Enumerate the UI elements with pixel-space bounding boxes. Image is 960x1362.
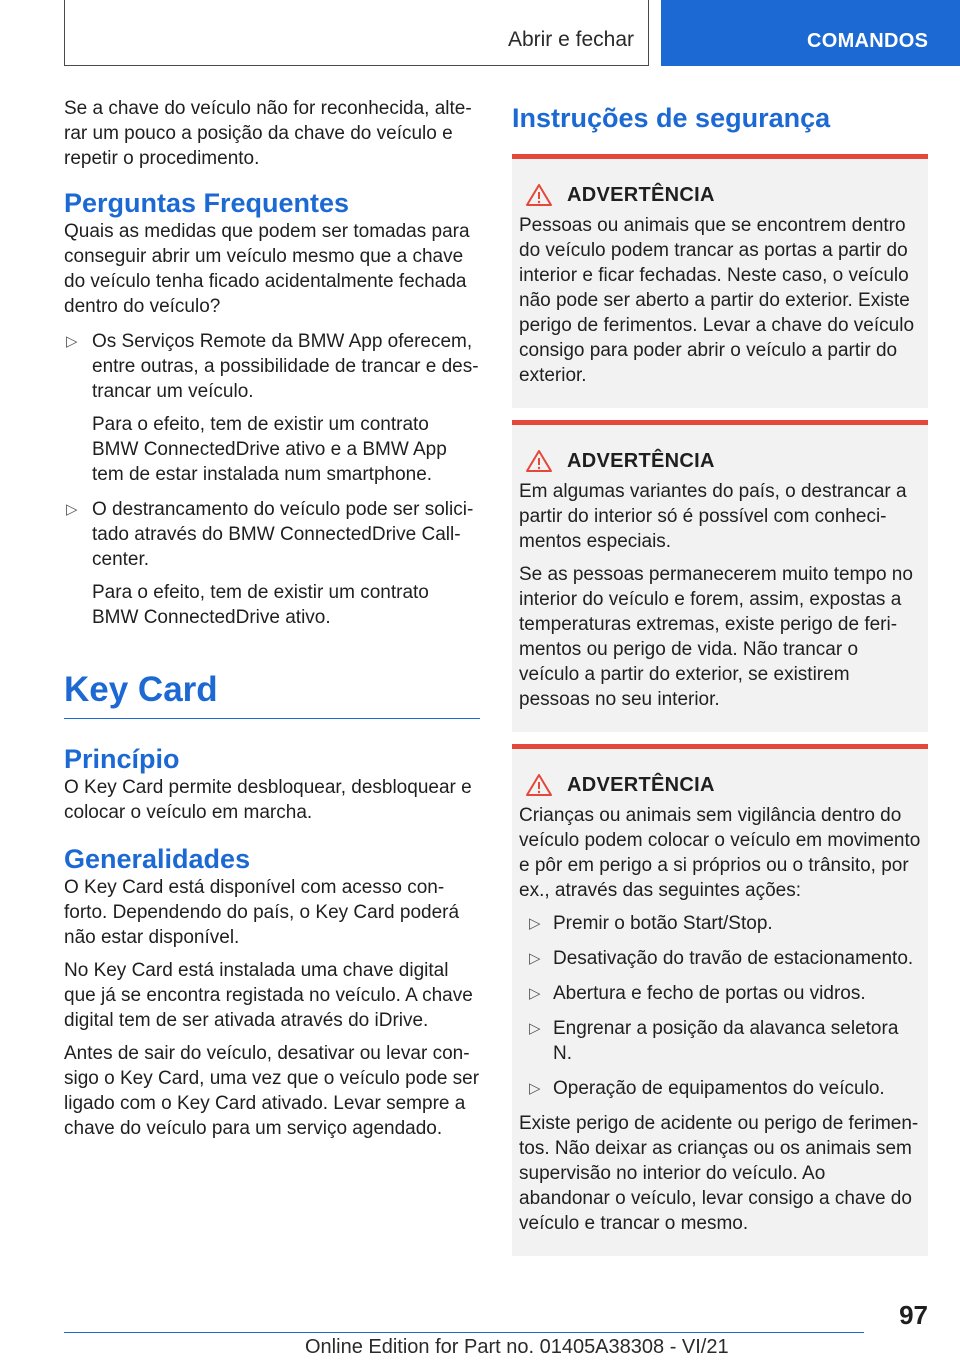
triangle-bullet-icon: ▷	[66, 333, 78, 350]
list-item	[519, 1016, 921, 1066]
list-item-text: Operação de equipamentos do veículo.	[553, 1078, 885, 1099]
header-chapter-title: COMANDOS	[807, 30, 929, 52]
warning-label: ADVERTÊNCIA	[567, 183, 715, 206]
faq-answer-text: Os Serviços Remote da BMW App oferecem, entre outras, a possibilidade de trancar e destrancar um veículo.	[92, 331, 479, 402]
triangle-bullet-icon: ▷	[529, 1080, 541, 1097]
warning-box	[512, 420, 928, 732]
page-number: 97	[899, 1300, 928, 1330]
chapter-heading-wrap	[64, 668, 480, 719]
general-heading: Generalidades	[64, 844, 251, 874]
general-paragraph: O Key Card está disponível com acesso conforto. Dependendo do país, o Key Card poderá não estar disponível.	[64, 877, 460, 948]
warning-text: Se as pessoas permanecerem muito tempo no interior do veículo e forem, assim, expostas a temperaturas extremas, existe perigo de ferimentos ou perigo de vida. Não trancar o veículo a partir do exterior, se existirem pessoas no seu interior.	[519, 564, 913, 710]
footer-divider	[64, 1332, 864, 1333]
list-item	[519, 911, 921, 936]
warning-title	[525, 183, 921, 207]
left-column	[64, 96, 480, 1141]
faq-answer-note: Para o efeito, tem de existir um contrato BMW ConnectedDrive ativo e a BMW App tem de estar instalada num smartphone.	[92, 414, 447, 485]
warning-text: Pessoas ou animais que se encontrem dentro do veículo podem trancar as portas a partir do interior e ficar fechadas. Neste caso, o veículo não pode ser aberto a partir do exterior. Existe perigo de ferimentos. Levar a chave do veículo consigo para poder abrir o veículo a partir do exterior.	[519, 215, 915, 386]
intro-paragraph: Se a chave do veículo não for reconhecida, alterar um pouco a posição da chave do veículo e repetir o procedimento.	[64, 98, 472, 169]
list-item-text: Engrenar a posição da alavanca seletora N.	[553, 1018, 899, 1064]
warning-box	[512, 744, 928, 1256]
chapter-heading: Key Card	[64, 670, 218, 709]
list-item-text: Desativação do travão de estacionamento.	[553, 948, 914, 969]
header-section-title: Abrir e fechar	[507, 28, 634, 51]
header-section-box	[64, 0, 649, 66]
list-item	[519, 946, 921, 971]
triangle-bullet-icon: ▷	[529, 1020, 541, 1037]
triangle-bullet-icon: ▷	[529, 985, 541, 1002]
list-item	[64, 497, 480, 630]
faq-heading: Perguntas Frequentes	[64, 188, 350, 218]
list-item-text: Abertura e fecho de portas ou vidros.	[553, 983, 866, 1004]
warning-text: Existe perigo de acidente ou perigo de ferimentos. Não deixar as crianças ou os animais sem supervisão no interior do veículo. Ao abandonar o veículo, levar consigo a chave do veículo e trancar o mesmo.	[519, 1113, 919, 1234]
right-column	[512, 96, 928, 1256]
warning-triangle-icon	[525, 773, 553, 797]
warning-title	[525, 449, 921, 473]
faq-answer-text: O destrancamento do veículo pode ser solicitado através do BMW ConnectedDrive Callcenter.	[92, 499, 474, 570]
warning-label: ADVERTÊNCIA	[567, 773, 715, 796]
warning-text: Em algumas variantes do país, o destrancar a partir do interior só é possível com conhecimentos especiais.	[519, 481, 907, 552]
faq-answer-list	[64, 329, 480, 630]
triangle-bullet-icon: ▷	[529, 950, 541, 967]
triangle-bullet-icon: ▷	[529, 915, 541, 932]
warning-label: ADVERTÊNCIA	[567, 449, 715, 472]
warning-action-list	[519, 911, 921, 1101]
footer-edition: Online Edition for Part no. 01405A38308 - VI/21	[305, 1336, 729, 1358]
warning-title	[525, 773, 921, 797]
faq-question: Quais as medidas que podem ser tomadas para conseguir abrir um veículo mesmo que a chave do veículo tenha ficado acidentalmente fechada dentro do veículo?	[64, 221, 470, 317]
safety-heading: Instruções de segurança	[512, 103, 831, 133]
list-item	[64, 329, 480, 487]
warning-text: Crianças ou animais sem vigilância dentro do veículo podem colocar o veículo em movimento e pôr em perigo a si próprios ou o trânsito, por ex., através das seguintes ações:	[519, 805, 921, 901]
list-item	[519, 1076, 921, 1101]
list-item-text: Premir o botão Start/Stop.	[553, 913, 773, 934]
triangle-bullet-icon: ▷	[66, 501, 78, 518]
principle-heading: Princípio	[64, 744, 180, 774]
principle-text: O Key Card permite desbloquear, desbloquear e colocar o veículo em marcha.	[64, 777, 472, 823]
list-item	[519, 981, 921, 1006]
warning-triangle-icon	[525, 183, 553, 207]
general-paragraph: No Key Card está instalada uma chave digital que já se encontra registada no veículo. A chave digital tem de ser ativada através do iDrive.	[64, 960, 473, 1031]
warning-triangle-icon	[525, 449, 553, 473]
header-chapter-tab	[661, 0, 960, 66]
faq-answer-note: Para o efeito, tem de existir um contrato BMW ConnectedDrive ativo.	[92, 582, 429, 628]
general-paragraph: Antes de sair do veículo, desativar ou levar consigo o Key Card, uma vez que o veículo pode ser ligado com o Key Card ativado. Levar sempre a chave do veículo para um serviço agendado.	[64, 1043, 480, 1139]
warning-box	[512, 154, 928, 408]
